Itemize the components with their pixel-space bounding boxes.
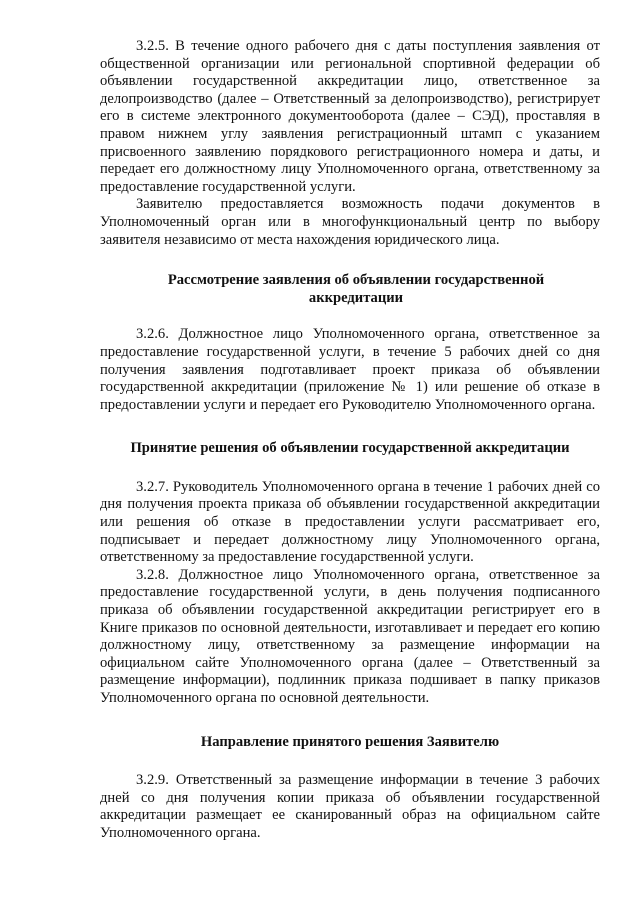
paragraph-3-2-7: 3.2.7. Руководитель Уполномоченного органа в течение 1 рабочих дней со дня получения проекта приказа об объявлении государственной аккредитации или решения об отказе в предоставлении услуги рассматривает его, подписывает и передает должностному лицу Уполномоченного органа, ответственному за предоставление государственной услуги.: [100, 478, 600, 566]
paragraph-applicant-submission: Заявителю предоставляется возможность подачи документов в Уполномоченный орган или в многофункциональный центр по выбору заявителя независимо от места нахождения юридического лица.: [100, 196, 600, 248]
paragraph-3-2-8: 3.2.8. Должностное лицо Уполномоченного органа, ответственное за предоставление государственной услуги, в день получения подписанного приказа об объявлении государственной аккредитации регистрирует его в Книге приказов по основной деятельности, изготавливает и передает его копию должностному лицу, ответственному за размещение информации на официальном сайте Уполномоченного органа (далее – Ответственный за размещение информации), подлинник приказа подшивает в папку приказов Уполномоченного органа по основной деятельности.: [100, 566, 600, 706]
section-heading-review-line2: аккредитации: [308, 289, 404, 306]
section-heading-review-line1: Рассмотрение заявления об объявлении государственной: [167, 272, 545, 289]
paragraph-3-2-5: 3.2.5. В течение одного рабочего дня с даты поступления заявления от общественной организации или региональной спортивной федерации об объявлении государственной аккредитации лицо, ответственное за делопроизводство (далее – Ответственный за делопроизводство), регистрирует его в системе электронного документооборота (далее – СЭД), проставляя в правом нижнем углу заявления регистрационный штамп с указанием присвоенного заявлению порядкового регистрационного номера и даты, и передает его должностному лицу Уполномоченного органа, ответственному за предоставление государственной услуги.: [100, 38, 600, 195]
section-heading-decision: Принятие решения об объявлении государственной аккредитации: [130, 440, 570, 457]
section-heading-sending: Направление принятого решения Заявителю: [200, 733, 500, 750]
paragraph-3-2-6: 3.2.6. Должностное лицо Уполномоченного органа, ответственное за предоставление государственной услуги, в течение 5 рабочих дней со дня получения заявления подготавливает проект приказа об объявлении государственной аккредитации (приложение № 1) или решение об отказе в предоставлении услуги и передает его Руководителю Уполномоченного органа.: [100, 326, 600, 413]
section-heading-review: [100, 272, 600, 307]
paragraph-3-2-9: 3.2.9. Ответственный за размещение информации в течение 3 рабочих дней со дня получения копии приказа об объявлении государственной аккредитации размещает ее сканированный образ на официальном сайте Уполномоченного органа.: [100, 772, 600, 841]
